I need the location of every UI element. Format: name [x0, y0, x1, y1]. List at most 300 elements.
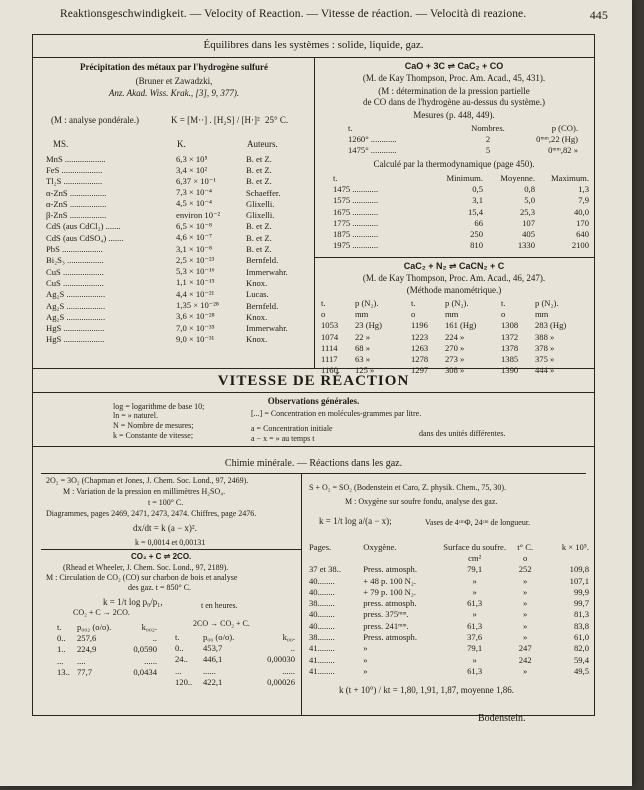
table-cell: β-ZnS .................: [46, 210, 107, 221]
table-row: [46, 164, 308, 175]
divider: [41, 549, 301, 550]
table-cell: 68 »: [355, 342, 371, 353]
sulfides-heading: Précipitation des métaux par l'hydrogène sulfuré: [80, 62, 268, 72]
co2-method-1: M : Circulation de CO₂ (CO) sur charbon de bois et analyse: [46, 573, 238, 582]
table-cell: 0,5: [472, 183, 483, 194]
table-header-row: [321, 297, 591, 308]
cao-calc: Calculé par la thermodynamique (page 450).: [373, 159, 535, 169]
table-cell: 1160: [321, 365, 338, 376]
table-row: [46, 209, 308, 220]
table-cell: 15,4: [467, 206, 483, 217]
table-cell: 1260° ............: [348, 133, 397, 144]
table-cell: »: [523, 620, 528, 631]
table-cell: 13..: [57, 666, 70, 677]
table-row: [57, 655, 157, 666]
table-cell: 308 »: [445, 365, 465, 376]
table-cell: 120..: [175, 676, 193, 687]
table-cell: HgS ...................: [46, 334, 105, 345]
table-cell: »: [472, 586, 477, 597]
table-cell: 3,4 × 10²: [176, 164, 208, 175]
table-cell: 6,37 × 10⁻¹: [176, 175, 216, 186]
table-cell: 4,4 × 10⁻²¹: [176, 288, 215, 299]
table-row: [333, 183, 589, 194]
table-cell: 161 (Hg): [445, 320, 477, 331]
table-cell: 405: [522, 229, 535, 240]
table-row: [46, 176, 308, 187]
co2-heading: CO₂ + C ⇌ 2CO.: [131, 552, 192, 561]
running-head: [60, 8, 608, 20]
table-cell: ......: [282, 665, 295, 676]
table-row: [333, 206, 589, 217]
table-cell: 40,0: [573, 206, 589, 217]
table-cell: »: [523, 575, 528, 586]
table-cell: 2: [485, 133, 491, 144]
table-cell: press. 375ᵐᵐ.: [363, 609, 409, 620]
table-row: [175, 654, 295, 665]
table-row: [46, 232, 308, 243]
table-cell: 82,0: [573, 643, 589, 654]
table-cell: t.: [321, 297, 326, 308]
table-cell: CuS ...................: [46, 266, 104, 277]
table-cell: Tl₂S ..................: [46, 176, 103, 187]
table-cell: mm: [535, 308, 549, 319]
table-cell: »: [472, 609, 477, 620]
table-cell: 40........: [309, 575, 335, 586]
table-cell: 1675 ............: [333, 206, 379, 217]
table-cell: 250: [470, 229, 483, 240]
table-row: [309, 654, 589, 665]
table-cell: »: [363, 665, 368, 676]
table-cell: 0..: [57, 632, 66, 643]
table-cell: 38........: [309, 598, 335, 609]
table-cell: 7,9: [578, 195, 589, 206]
table-cell: 453,7: [203, 642, 223, 653]
table-cell: Ag₂S ..................: [46, 300, 106, 311]
table-header-row: [57, 621, 157, 632]
table-cell: 1196: [411, 320, 428, 331]
vitesse-title: VITESSE DE RÉACTION: [217, 373, 410, 389]
table-cell: p (N₂).: [355, 297, 379, 308]
table-cell: Bernfeld.: [246, 300, 279, 311]
divider: [315, 257, 594, 258]
table-cell: 4,6 × 10⁻⁷: [176, 232, 213, 243]
table-cell: »: [523, 665, 528, 676]
table-cell: Maximum.: [551, 172, 589, 183]
table-cell: 109,8: [569, 564, 589, 575]
table-cell: 1297: [411, 365, 429, 376]
table-cell: 3,6 × 10⁻²⁸: [176, 311, 215, 322]
table-cell: »: [523, 598, 528, 609]
table-cell: Immerwahr.: [246, 266, 288, 277]
conc-2a: a = Concentration initiale: [251, 424, 333, 433]
table-cell: »: [472, 654, 477, 665]
so-ratio: k (t + 10°) / kt = 1,80, 1,91, 1,87, moyenne 1,86.: [339, 685, 514, 695]
table-row: [309, 552, 589, 563]
table-cell: [309, 552, 363, 563]
table-cell: 1,3: [578, 183, 589, 194]
table-cell: 83,8: [573, 620, 589, 631]
co2-method-2: des gaz. t = 850° C.: [128, 583, 192, 592]
divider: [33, 392, 594, 393]
table-cell: 3,1 × 10⁻⁸: [176, 243, 213, 254]
table-cell: k × 10⁵.: [561, 541, 589, 552]
table-cell: 1263: [411, 342, 429, 353]
table-cell: ..: [152, 632, 157, 643]
so-vases: Vases de 4ᶜᵐΦ, 24ᶜᵐ de longueur.: [425, 518, 531, 527]
table-cell: Ag₂S ..................: [46, 289, 106, 300]
divider: [33, 368, 594, 369]
table-cell: 6,5 × 10⁻⁸: [176, 220, 213, 231]
table-cell: 224 »: [445, 331, 465, 342]
table-cell: 1278: [411, 354, 429, 365]
table-cell: 170: [576, 217, 589, 228]
table-row: [57, 666, 157, 677]
table-cell: B. et Z.: [246, 153, 272, 164]
table-cell: t.: [411, 297, 416, 308]
table-cell: 247: [518, 643, 532, 654]
table-row: [46, 322, 308, 333]
table-cell: 7,3 × 10⁻⁴: [176, 187, 213, 198]
table-cell: 257,6: [77, 632, 97, 643]
table-cell: 63 »: [355, 354, 371, 365]
table-cell: 1475 ............: [333, 183, 379, 194]
table-cell: ..: [290, 642, 295, 653]
table-cell: 1,35 × 10⁻²⁸: [176, 300, 219, 310]
table-cell: CuS ...................: [46, 277, 104, 288]
cac2-method: (Méthode manométrique.): [406, 285, 502, 295]
table-cell: 23 (Hg): [355, 320, 382, 331]
table-cell: 5,3 × 10⁻¹⁶: [176, 266, 215, 277]
cao-heading: CaO + 3C ⇌ CaC₂ + CO: [404, 61, 504, 71]
table-row: [321, 342, 591, 353]
table-cell: 1372: [501, 331, 519, 342]
table-cell: Knox.: [246, 334, 268, 345]
table-cell: 61,0: [573, 632, 589, 643]
co2-ref: (Rhead et Wheeler, J. Chem. Soc. Lond., 97, 2189).: [63, 563, 229, 572]
table-cell: 252: [518, 564, 532, 575]
table-row: [46, 266, 308, 277]
table-cell: 1053: [321, 320, 339, 331]
table-cell: 61,3: [467, 598, 483, 609]
sulfides-ref: Anz. Akad. Wiss. Krak., [3], 9, 377).: [108, 88, 240, 98]
equilibria-title: Équilibres dans les systèmes : solide, liquide, gaz.: [203, 39, 424, 51]
table-cell: t.: [333, 172, 338, 183]
table-row: [309, 620, 589, 631]
table-cell: 1308: [501, 320, 519, 331]
sulfides-temp: 25° C.: [265, 115, 289, 125]
cac2-ref: (M. de Kay Thompson, Proc. Am. Acad., 46, 247).: [362, 273, 546, 283]
table-cell: 59,4: [573, 654, 589, 665]
table-cell: B. et Z.: [246, 221, 272, 232]
table-cell: + 79 p. 100 N₂.: [363, 586, 417, 597]
table-cell: 0,0590: [133, 644, 157, 655]
table-cell: B. et Z.: [246, 232, 272, 243]
table-cell: Immerwahr.: [246, 323, 288, 334]
table-cell: »: [523, 586, 528, 597]
table-cell: 1074: [321, 331, 339, 342]
table-cell: press. 241ᵐᵐ.: [363, 620, 409, 631]
table-cell: k₀₀.: [282, 631, 295, 642]
table-cell: 0,00026: [267, 676, 295, 687]
table-cell: 99,9: [573, 586, 589, 597]
table-cell: o: [321, 308, 326, 319]
table-cell: t.: [57, 621, 62, 632]
table-cell: 1..: [57, 644, 66, 655]
table-header-row: [348, 122, 578, 133]
table-cell: Press. atmosph.: [363, 564, 417, 575]
table-cell: 283 (Hg): [535, 320, 567, 331]
table-cell: PbS ...................: [46, 244, 103, 255]
table-row: [348, 133, 578, 144]
table-cell: α-ZnS .................: [46, 187, 107, 198]
table-cell: p₀₀ (o/o).: [203, 631, 235, 642]
table-cell: Oxygène.: [363, 541, 397, 552]
cao-method-1: (M : détermination de la pression partielle: [378, 86, 530, 96]
table-row: [309, 631, 589, 642]
col-auteurs: Auteurs.: [247, 139, 278, 149]
cao-ref: (M. de Kay Thompson, Proc. Am. Acad., 45, 431).: [362, 73, 546, 83]
table-row: [46, 311, 308, 322]
obs-title: Observations générales.: [267, 396, 360, 406]
table-cell: 5: [485, 145, 491, 156]
cao-method-2: de CO dans de l'hydrogène au-dessus du système.): [362, 97, 546, 107]
table-cell: 49,5: [573, 665, 589, 676]
table-row: [309, 575, 589, 586]
table-row: [46, 277, 308, 288]
table-cell: »: [363, 643, 368, 654]
cac2-table: [321, 297, 591, 376]
table-cell: 273 »: [445, 354, 465, 365]
co2-equation: k = 1/t log p₀/p₁,: [103, 597, 163, 607]
table-cell: 107,1: [569, 575, 589, 586]
table-cell: B. et Z.: [246, 244, 272, 255]
so2-diagrams: Diagrammes, pages 2469, 2471, 2473, 2474. Chiffres, page 2476.: [46, 509, 257, 518]
table-cell: CdS (aus CdCl₂) .......: [46, 221, 121, 232]
table-cell: Press. atmosph.: [363, 632, 417, 643]
table-cell: 1378: [501, 342, 519, 353]
table-cell: Ag₂S ..................: [46, 311, 106, 322]
table-cell: 25,3: [519, 206, 535, 217]
table-cell: 66: [474, 217, 483, 228]
table-cell: ......: [203, 665, 216, 676]
table-cell: Knox.: [246, 311, 268, 322]
legend-log: log = logarithme de base 10;: [113, 402, 205, 411]
table-cell: 37,6: [467, 632, 483, 643]
table-cell: 107: [522, 217, 535, 228]
table-cell: 1,1 × 10⁻¹⁵: [176, 277, 215, 288]
divider: [41, 473, 586, 474]
table-cell: 38........: [309, 632, 335, 643]
table-cell: 61,3: [467, 620, 483, 631]
table-cell: »: [472, 575, 477, 586]
divider: [33, 446, 594, 447]
table-cell: 1875 ............: [333, 229, 379, 240]
so2-equation: dx/dt = k (a − x)².: [133, 523, 197, 533]
table-cell: 3,1: [472, 195, 483, 206]
table-row: [348, 145, 578, 156]
table-cell: Bernfeld.: [246, 255, 279, 266]
table-cell: 7,0 × 10⁻³⁵: [176, 322, 215, 333]
conc-2b: a − x = » au temps t: [251, 434, 315, 443]
table-cell: environ 10⁻²: [176, 209, 221, 220]
chimie-title: Chimie minérale. — Réactions dans les gaz.: [224, 458, 403, 469]
table-cell: B. et Z.: [246, 164, 272, 175]
table-row: [57, 632, 157, 643]
table-cell: 1385: [501, 354, 519, 365]
table-cell: 444 »: [535, 365, 555, 376]
table-cell: 22 »: [355, 331, 371, 342]
table-cell: B. et Z.: [246, 176, 272, 187]
column-divider: [301, 473, 302, 715]
sulfides-method: (M : analyse pondérale.): [51, 115, 139, 125]
table-row: [46, 289, 308, 300]
so-method: M : Oxygène sur soufre fondu, analyse des gaz.: [345, 497, 498, 506]
co2-hours: t en heures.: [201, 601, 238, 610]
table-row: [333, 195, 589, 206]
table-cell: Schaeffer.: [246, 187, 281, 198]
co2-sub-1: CO₂ + C → 2CO.: [73, 608, 130, 617]
table-row: [46, 334, 308, 345]
table-cell: »: [523, 632, 528, 643]
table-cell: 79,1: [467, 564, 483, 575]
legend-ln: ln = » naturel.: [113, 411, 158, 420]
table-cell: 1390: [501, 365, 519, 376]
table-cell: 37 et 38..: [309, 564, 341, 575]
table-cell: 40........: [309, 609, 335, 620]
table-row: [321, 308, 591, 319]
table-row: [309, 665, 589, 676]
table-row: [309, 643, 589, 654]
table-cell: 81,3: [573, 609, 589, 620]
table-cell: o: [501, 308, 506, 319]
table-cell: 1117: [321, 354, 338, 365]
table-cell: 375 »: [535, 354, 555, 365]
cao-table-1: [348, 122, 578, 156]
table-cell: HgS ...................: [46, 323, 105, 334]
so2-method: M : Variation de la pression en millimètres H₂SO₄.: [63, 487, 226, 496]
table-cell: ......: [144, 655, 157, 666]
so-equation: k = 1/t log a/(a − x);: [319, 516, 392, 526]
table-cell: 9,0 × 10⁻³¹: [176, 333, 215, 344]
table-cell: 1475° ............: [348, 145, 397, 156]
table-cell: p₀₀₂ (o/o).: [77, 621, 112, 632]
col-ms: MS.: [53, 139, 69, 149]
table-cell: »: [523, 609, 528, 620]
sulfides-formula: K = [M··] . [H₂S] / [H·]²: [171, 115, 260, 125]
co2-table-1: [57, 621, 157, 677]
table-cell: »: [363, 654, 368, 665]
table-cell: Glixelli.: [246, 198, 275, 209]
cao-table-2: [333, 172, 589, 251]
table-cell: 810: [470, 240, 483, 251]
table-cell: 1223: [411, 331, 429, 342]
table-cell: CdS (aus CdSO₄) .......: [46, 232, 124, 243]
table-row: [175, 676, 295, 687]
cao-measures: Mesures (p. 448, 449).: [413, 110, 495, 120]
table-cell: Surface du soufre.: [443, 541, 507, 552]
table-cell: 0,8: [524, 183, 535, 194]
page-number: 445: [589, 8, 608, 22]
table-cell: Moyenne.: [500, 172, 535, 183]
table-cell: ....: [77, 655, 86, 666]
table-cell: Knox.: [246, 277, 268, 288]
table-row: [46, 198, 308, 209]
table-cell: 41........: [309, 643, 335, 654]
table-cell: Bi₂S₃ .................: [46, 255, 104, 266]
table-header-row: [175, 631, 295, 642]
table-cell: 1114: [321, 342, 338, 353]
table-cell: 5,0: [524, 195, 535, 206]
table-header-row: [333, 172, 589, 183]
table-row: [321, 353, 591, 364]
table-cell: 4,5 × 10⁻⁴: [176, 198, 213, 209]
table-cell: Pages.: [309, 541, 332, 552]
so2-k: k = 0,0014 et 0,00131: [135, 538, 206, 547]
so2-temp: t = 100° C.: [148, 498, 184, 507]
table-cell: FeS ...................: [46, 164, 103, 175]
table-cell: ...: [175, 665, 182, 676]
so2-heading: 2O₂ = 3O₂ (Chapman et Jones, J. Chem. Soc. Lond., 97, 2469).: [46, 476, 249, 485]
table-cell: 2100: [571, 240, 589, 251]
table-cell: 378 »: [535, 342, 555, 353]
table-cell: 0ᵐᵐ,22 (Hg): [536, 133, 578, 144]
table-cell: 79,1: [467, 643, 483, 654]
table-cell: 0,0434: [133, 666, 157, 677]
table-cell: k₀₀₂.: [141, 621, 157, 632]
content-frame: [32, 34, 595, 716]
legend-n: N = Nombre de mesures;: [113, 421, 194, 430]
table-cell: Minimum.: [446, 172, 483, 183]
table-cell: 1330: [517, 240, 535, 251]
table-cell: 24..: [175, 654, 188, 665]
table-row: [46, 221, 308, 232]
table-cell: 0ᵐᵐ,82 »: [548, 145, 578, 156]
so-table: [309, 541, 589, 677]
table-cell: + 48 p. 100 N₂.: [363, 575, 417, 586]
sulfides-table: [46, 153, 308, 345]
signature: Bodenstein.: [478, 713, 526, 724]
table-cell: Lucas.: [246, 289, 269, 300]
table-cell: mm: [355, 308, 369, 319]
table-cell: ...: [57, 655, 64, 666]
table-row: [46, 153, 308, 164]
table-cell: 422,1: [203, 676, 223, 687]
table-cell: 77,7: [77, 666, 93, 677]
table-cell: cm²: [468, 552, 482, 563]
table-cell: 1975 ............: [333, 240, 379, 251]
table-cell: 61,3: [467, 665, 483, 676]
table-cell: t.: [175, 631, 180, 642]
table-cell: p (N₂).: [445, 297, 469, 308]
table-cell: mm: [445, 308, 459, 319]
table-row: [321, 331, 591, 342]
table-cell: t.: [501, 297, 506, 308]
table-cell: 40........: [309, 586, 335, 597]
so-heading: S + O₂ = SO₂ (Bodenstein et Caro, Z. physik. Chem., 75, 30).: [309, 483, 507, 492]
table-cell: p (CO).: [551, 122, 578, 133]
table-cell: α-ZnS .................: [46, 198, 107, 209]
table-row: [57, 644, 157, 655]
table-cell: 388 »: [535, 331, 555, 342]
table-cell: 2,5 × 10⁻²³: [176, 254, 215, 265]
co2-sub-2: 2CO → CO₂ + C.: [193, 619, 250, 628]
table-cell: t° C.: [517, 541, 534, 552]
sulfides-authors: (Bruner et Zawadzki,: [135, 76, 213, 86]
table-cell: p (N₂).: [535, 297, 559, 308]
table-cell: 1775 ............: [333, 217, 379, 228]
co2-table-2: [175, 631, 295, 687]
table-row: [309, 564, 589, 575]
